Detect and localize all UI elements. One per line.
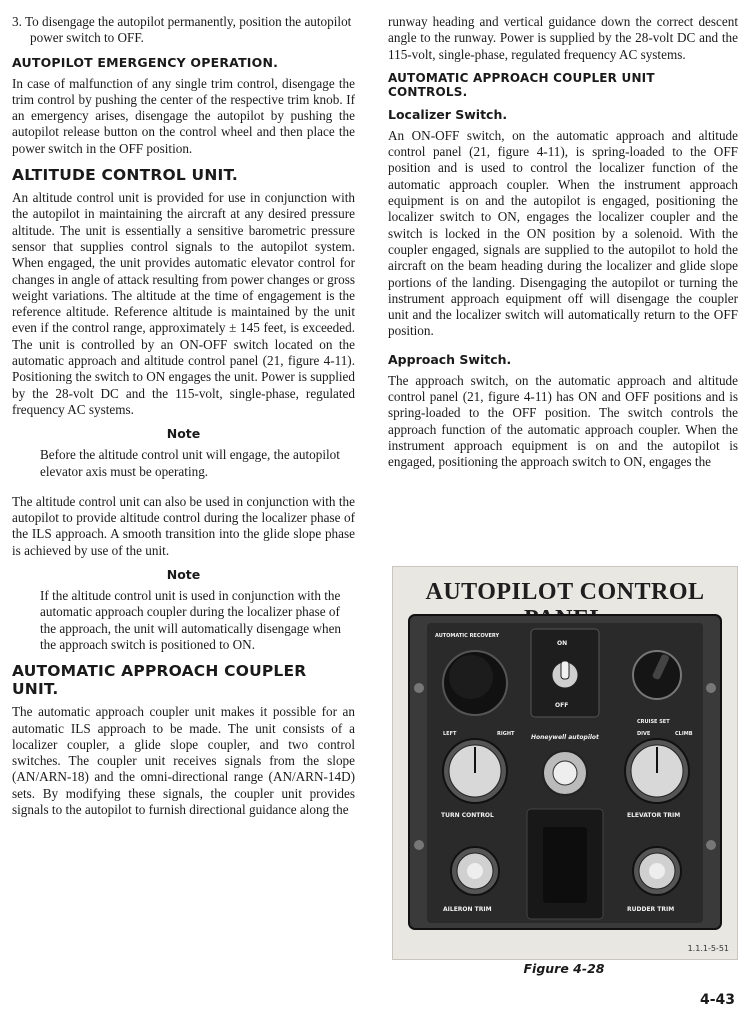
label-rudder-trim: RUDDER TRIM [627,906,675,913]
autopilot-release-button[interactable] [553,761,577,785]
emergency-operation-text: In case of malfunction of any single trim control, disengage the trim control by pushing the center of the respective trim knob. If an emergency arises, disengage the autopilot by pushing the autopilot release button on the control wheel and then place the power switch in the OFF position. [12,75,355,156]
note-2-title: Note [166,567,201,583]
note-1-title: Note [166,426,201,442]
label-aileron-trim: AILERON TRIM [443,906,492,913]
left-column [12,14,355,824]
continuation-text: runway heading and vertical guidance down the correct descent angle to the runway. Power is supplied by the 28-volt DC and the 115-volt, single-phase, regulated frequency AC systems. [388,14,738,62]
label-elevator-trim: ELEVATOR TRIM [627,812,681,819]
localizer-switch-text: An ON-OFF switch, on the automatic approach and altitude control panel (21, figure 4-11), is spring-loaded to the OFF position and is used to control the localizer function of the automatic approach coupler. When the instrument approach equipment is on and the autopilot is engaged, positioning the localizer switch to ON, engages the localizer coupler and the switch is locked in the ON position by a solenoid. With the coupler engaged, signals are supplied to the autopilot to hold the aircraft on the beam heading during the localizer and glide slope portions of the landing. Disengaging the autopilot or turning the instrument approach equipment off will disengage the coupler unit and the localizer switch will automatically return to the OFF position. [388,127,738,339]
approach-switch-heading: Approach Switch. [388,351,512,367]
label-right: RIGHT [497,731,515,737]
step-3-text: 3. To disengage the autopilot permanently, position the autopilot power switch to OFF. [12,14,352,46]
figure-caption: Figure 4-28 [523,961,605,976]
screw-icon [706,840,716,850]
altitude-control-text: An altitude control unit is provided for use in conjunction with the autopilot in maintaining the aircraft at any desired pressure altitude. The unit is essentially a sensitive barometric pressure sensor that supplies control signals to the autopilot system. When engaged, the unit provides automatic elevator control for changes in angle of attack resulting from power changes or gross weight variations. The altitude at the time of engagement is the reference altitude. Reference altitude is maintained by the unit even if the control range, approximately ± 145 feet, is exceeded. The unit is controlled by an ON-OFF switch located on the automatic approach and altitude control panel (21, figure 4-11). Positioning the switch to ON engages the unit. Power is supplied by the 28-volt DC and the 115-volt, single-phase, regulated frequency AC systems. [12,190,355,417]
label-off: OFF [555,702,569,709]
note-2-text: If the altitude control unit is used in conjunction with the automatic approach coupler during the localizer phase of the approach, the unit will automatically disengage when the approach switch is positioned to ON. [40,588,342,652]
page-number: 4-43 [699,992,735,1008]
label-turn-control: TURN CONTROL [441,812,494,819]
note-1-text: Before the altitude control unit will engage, the autopilot elevator axis must be operating. [40,447,340,479]
coupler-unit-heading: AUTOMATIC APPROACH COUPLER UNIT. [12,662,307,699]
control-panel-illustration [405,613,725,933]
autopilot-control-panel-figure [392,566,738,960]
label-left: LEFT [443,731,457,737]
label-cruise-set: CRUISE SET [637,719,670,725]
label-on: ON [557,640,568,647]
altitude-control-heading: ALTITUDE CONTROL UNIT. [12,166,238,185]
label-dive: DIVE [637,731,651,737]
label-brand: Honeywell autopilot [531,734,599,741]
label-climb: CLIMB [675,731,693,737]
emergency-operation-heading: AUTOPILOT EMERGENCY OPERATION. [12,54,279,70]
coupler-controls-heading: AUTOMATIC APPROACH COUPLER UNIT CONTROLS. [388,70,655,99]
label-automatic-recovery: AUTOMATIC RECOVERY [435,633,500,639]
figure-code: 1.1.1-5-51 [687,944,729,953]
localizer-switch-heading: Localizer Switch. [388,106,508,122]
right-column [388,14,738,477]
altitude-control-text-2: The altitude control unit can also be used in conjunction with the autopilot to provide altitude control during the localizer phase of the ILS approach. A smooth transition into the glide slope phase is achieved by use of the unit. [12,493,355,558]
approach-switch-text: The approach switch, on the automatic approach and altitude control panel (21, figure 4-11) has ON and OFF positions and is spring-loaded to the OFF position. The switch controls the approach function of the automatic approach coupler. When the instrument approach equipment is on and the autopilot is engaged, positioning the approach switch to ON, engages the [388,372,738,470]
screw-icon [706,683,716,693]
screw-icon [414,840,424,850]
figure-title: AUTOPILOT CONTROL [425,579,705,605]
coupler-unit-text: The automatic approach coupler unit makes it possible for an automatic ILS approach to be made. The unit consists of a localizer coupler, a glide slope coupler, and two control switches. The coupler unit receives signals from the slope (AN/ARN-18) and the omni-directional range (AN/ARN-14D) sets. By modifying these signals, the coupler unit provides signals to the autopilot to furnish directional guidance along the [12,704,355,817]
screw-icon [414,683,424,693]
